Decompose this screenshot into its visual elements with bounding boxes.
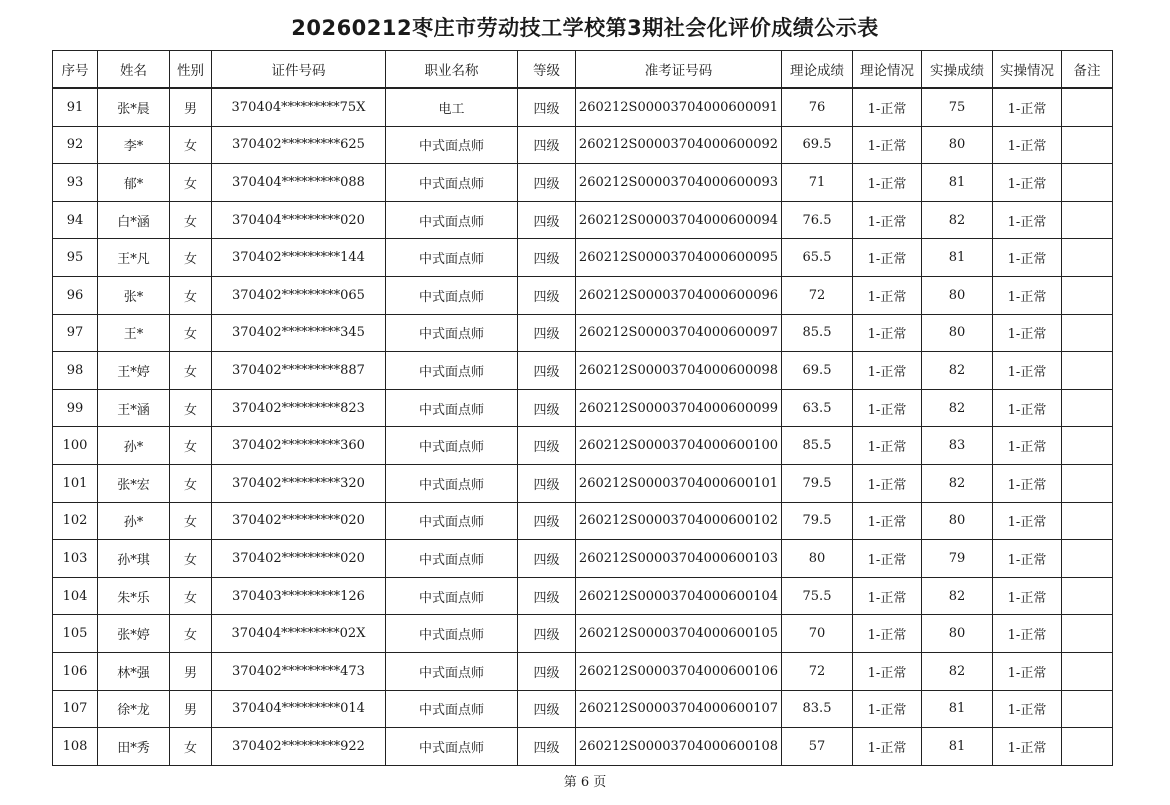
cell-seq: 97: [53, 314, 98, 352]
table-row: [53, 239, 1113, 277]
cell-id-number: 370402*********020: [212, 540, 386, 578]
cell-occupation: 中式面点师: [386, 540, 518, 578]
cell-practical-status: 1-正常: [993, 164, 1062, 202]
cell-exam-number: 260212S00003704000600092: [576, 126, 782, 164]
cell-name: 郁*: [98, 164, 170, 202]
page-title: 20260212枣庄市劳动技工学校第3期社会化评价成绩公示表: [291, 16, 879, 40]
table-row: [53, 88, 1113, 126]
cell-exam-number: 260212S00003704000600097: [576, 314, 782, 352]
cell-gender: 女: [170, 239, 212, 277]
cell-occupation: 中式面点师: [386, 427, 518, 465]
cell-remarks: [1062, 652, 1113, 690]
cell-id-number: 370402*********065: [212, 276, 386, 314]
cell-practical-score: 82: [922, 389, 993, 427]
cell-remarks: [1062, 239, 1113, 277]
cell-gender: 女: [170, 389, 212, 427]
cell-name: 孙*: [98, 502, 170, 540]
cell-practical-status: 1-正常: [993, 615, 1062, 653]
cell-id-number: 370404*********02X: [212, 615, 386, 653]
cell-level: 四级: [518, 276, 576, 314]
cell-level: 四级: [518, 502, 576, 540]
cell-occupation: 中式面点师: [386, 577, 518, 615]
cell-remarks: [1062, 502, 1113, 540]
cell-remarks: [1062, 389, 1113, 427]
cell-gender: 女: [170, 314, 212, 352]
cell-id-number: 370402*********360: [212, 427, 386, 465]
cell-practical-status: 1-正常: [993, 690, 1062, 728]
cell-gender: 女: [170, 577, 212, 615]
cell-level: 四级: [518, 88, 576, 126]
cell-name: 王*凡: [98, 239, 170, 277]
cell-exam-number: 260212S00003704000600091: [576, 88, 782, 126]
cell-remarks: [1062, 201, 1113, 239]
cell-level: 四级: [518, 164, 576, 202]
cell-gender: 女: [170, 427, 212, 465]
cell-seq: 103: [53, 540, 98, 578]
cell-occupation: 电工: [386, 88, 518, 126]
header-theory-score: 理论成绩: [782, 51, 853, 89]
cell-theory-status: 1-正常: [853, 88, 922, 126]
table-row: [53, 276, 1113, 314]
cell-level: 四级: [518, 239, 576, 277]
cell-seq: 101: [53, 464, 98, 502]
table-row: [53, 615, 1113, 653]
table-row: [53, 540, 1113, 578]
cell-theory-score: 72: [782, 276, 853, 314]
cell-remarks: [1062, 314, 1113, 352]
cell-gender: 女: [170, 276, 212, 314]
cell-level: 四级: [518, 540, 576, 578]
cell-theory-status: 1-正常: [853, 464, 922, 502]
cell-id-number: 370402*********020: [212, 502, 386, 540]
cell-id-number: 370403*********126: [212, 577, 386, 615]
cell-occupation: 中式面点师: [386, 690, 518, 728]
cell-name: 张*宏: [98, 464, 170, 502]
table-row: [53, 164, 1113, 202]
cell-theory-status: 1-正常: [853, 615, 922, 653]
table-body: [53, 88, 1113, 765]
cell-level: 四级: [518, 314, 576, 352]
cell-exam-number: 260212S00003704000600102: [576, 502, 782, 540]
cell-theory-score: 79.5: [782, 464, 853, 502]
cell-practical-status: 1-正常: [993, 88, 1062, 126]
cell-level: 四级: [518, 389, 576, 427]
cell-theory-score: 83.5: [782, 690, 853, 728]
header-practical-score: 实操成绩: [922, 51, 993, 89]
cell-name: 王*: [98, 314, 170, 352]
table-row: [53, 201, 1113, 239]
table-row: [53, 728, 1113, 766]
cell-practical-score: 80: [922, 314, 993, 352]
cell-exam-number: 260212S00003704000600106: [576, 652, 782, 690]
cell-occupation: 中式面点师: [386, 239, 518, 277]
cell-id-number: 370402*********473: [212, 652, 386, 690]
cell-practical-status: 1-正常: [993, 728, 1062, 766]
cell-remarks: [1062, 427, 1113, 465]
cell-practical-score: 81: [922, 164, 993, 202]
cell-theory-status: 1-正常: [853, 239, 922, 277]
cell-theory-status: 1-正常: [853, 314, 922, 352]
cell-exam-number: 260212S00003704000600103: [576, 540, 782, 578]
cell-remarks: [1062, 352, 1113, 390]
cell-theory-status: 1-正常: [853, 427, 922, 465]
cell-seq: 94: [53, 201, 98, 239]
cell-seq: 91: [53, 88, 98, 126]
cell-exam-number: 260212S00003704000600099: [576, 389, 782, 427]
cell-exam-number: 260212S00003704000600095: [576, 239, 782, 277]
cell-theory-status: 1-正常: [853, 164, 922, 202]
cell-practical-status: 1-正常: [993, 464, 1062, 502]
cell-occupation: 中式面点师: [386, 126, 518, 164]
cell-id-number: 370402*********823: [212, 389, 386, 427]
cell-seq: 108: [53, 728, 98, 766]
cell-gender: 女: [170, 164, 212, 202]
cell-practical-status: 1-正常: [993, 389, 1062, 427]
cell-exam-number: 260212S00003704000600101: [576, 464, 782, 502]
table-row: [53, 577, 1113, 615]
cell-practical-status: 1-正常: [993, 502, 1062, 540]
cell-theory-score: 72: [782, 652, 853, 690]
header-level: 等级: [518, 51, 576, 89]
cell-practical-status: 1-正常: [993, 201, 1062, 239]
cell-name: 孙*: [98, 427, 170, 465]
cell-id-number: 370402*********144: [212, 239, 386, 277]
cell-id-number: 370404*********020: [212, 201, 386, 239]
page-number: 第 6 页: [563, 775, 607, 790]
cell-gender: 女: [170, 502, 212, 540]
cell-seq: 102: [53, 502, 98, 540]
cell-remarks: [1062, 577, 1113, 615]
table-row: [53, 502, 1113, 540]
cell-practical-score: 82: [922, 201, 993, 239]
cell-theory-score: 57: [782, 728, 853, 766]
cell-exam-number: 260212S00003704000600100: [576, 427, 782, 465]
cell-practical-status: 1-正常: [993, 239, 1062, 277]
cell-practical-score: 81: [922, 690, 993, 728]
cell-theory-status: 1-正常: [853, 201, 922, 239]
cell-remarks: [1062, 464, 1113, 502]
header-gender: 性别: [170, 51, 212, 89]
cell-occupation: 中式面点师: [386, 464, 518, 502]
cell-practical-status: 1-正常: [993, 652, 1062, 690]
cell-practical-score: 80: [922, 502, 993, 540]
cell-id-number: 370404*********014: [212, 690, 386, 728]
cell-practical-score: 80: [922, 126, 993, 164]
cell-name: 李*: [98, 126, 170, 164]
cell-name: 田*秀: [98, 728, 170, 766]
cell-practical-score: 82: [922, 464, 993, 502]
cell-seq: 96: [53, 276, 98, 314]
cell-gender: 女: [170, 615, 212, 653]
cell-practical-status: 1-正常: [993, 577, 1062, 615]
cell-seq: 100: [53, 427, 98, 465]
cell-practical-score: 82: [922, 577, 993, 615]
cell-id-number: 370402*********887: [212, 352, 386, 390]
cell-remarks: [1062, 728, 1113, 766]
cell-theory-score: 80: [782, 540, 853, 578]
table-row: [53, 652, 1113, 690]
cell-theory-status: 1-正常: [853, 126, 922, 164]
cell-gender: 男: [170, 652, 212, 690]
table-row: [53, 427, 1113, 465]
cell-theory-score: 85.5: [782, 427, 853, 465]
cell-remarks: [1062, 126, 1113, 164]
cell-level: 四级: [518, 352, 576, 390]
cell-level: 四级: [518, 464, 576, 502]
cell-practical-status: 1-正常: [993, 540, 1062, 578]
header-theory-status: 理论情况: [853, 51, 922, 89]
cell-theory-status: 1-正常: [853, 389, 922, 427]
cell-name: 白*涵: [98, 201, 170, 239]
cell-theory-score: 76: [782, 88, 853, 126]
cell-id-number: 370404*********088: [212, 164, 386, 202]
header-seq: 序号: [53, 51, 98, 89]
cell-level: 四级: [518, 201, 576, 239]
cell-practical-score: 82: [922, 352, 993, 390]
cell-level: 四级: [518, 615, 576, 653]
table-row: [53, 314, 1113, 352]
cell-seq: 93: [53, 164, 98, 202]
cell-name: 孙*琪: [98, 540, 170, 578]
cell-remarks: [1062, 164, 1113, 202]
cell-id-number: 370404*********75X: [212, 88, 386, 126]
cell-occupation: 中式面点师: [386, 201, 518, 239]
cell-gender: 女: [170, 728, 212, 766]
cell-theory-score: 71: [782, 164, 853, 202]
cell-exam-number: 260212S00003704000600108: [576, 728, 782, 766]
cell-theory-score: 79.5: [782, 502, 853, 540]
cell-theory-status: 1-正常: [853, 690, 922, 728]
cell-seq: 106: [53, 652, 98, 690]
cell-practical-score: 81: [922, 239, 993, 277]
cell-practical-status: 1-正常: [993, 352, 1062, 390]
cell-remarks: [1062, 88, 1113, 126]
cell-occupation: 中式面点师: [386, 352, 518, 390]
cell-name: 王*涵: [98, 389, 170, 427]
cell-seq: 98: [53, 352, 98, 390]
cell-practical-status: 1-正常: [993, 276, 1062, 314]
cell-level: 四级: [518, 577, 576, 615]
cell-exam-number: 260212S00003704000600096: [576, 276, 782, 314]
cell-theory-score: 76.5: [782, 201, 853, 239]
cell-theory-score: 69.5: [782, 126, 853, 164]
cell-exam-number: 260212S00003704000600093: [576, 164, 782, 202]
cell-id-number: 370402*********922: [212, 728, 386, 766]
cell-remarks: [1062, 615, 1113, 653]
score-table: [52, 50, 1113, 766]
cell-seq: 92: [53, 126, 98, 164]
cell-occupation: 中式面点师: [386, 728, 518, 766]
table-row: [53, 464, 1113, 502]
header-remarks: 备注: [1062, 51, 1113, 89]
cell-practical-status: 1-正常: [993, 126, 1062, 164]
cell-occupation: 中式面点师: [386, 314, 518, 352]
cell-theory-status: 1-正常: [853, 276, 922, 314]
cell-level: 四级: [518, 427, 576, 465]
cell-gender: 女: [170, 201, 212, 239]
cell-gender: 女: [170, 352, 212, 390]
cell-remarks: [1062, 276, 1113, 314]
cell-theory-score: 85.5: [782, 314, 853, 352]
table-row: [53, 690, 1113, 728]
cell-name: 张*: [98, 276, 170, 314]
cell-id-number: 370402*********345: [212, 314, 386, 352]
cell-practical-score: 81: [922, 728, 993, 766]
cell-name: 朱*乐: [98, 577, 170, 615]
cell-occupation: 中式面点师: [386, 164, 518, 202]
cell-exam-number: 260212S00003704000600105: [576, 615, 782, 653]
cell-theory-score: 70: [782, 615, 853, 653]
cell-name: 林*强: [98, 652, 170, 690]
cell-practical-score: 80: [922, 276, 993, 314]
cell-practical-status: 1-正常: [993, 427, 1062, 465]
cell-gender: 女: [170, 126, 212, 164]
cell-theory-status: 1-正常: [853, 652, 922, 690]
table-row: [53, 352, 1113, 390]
cell-seq: 107: [53, 690, 98, 728]
cell-exam-number: 260212S00003704000600094: [576, 201, 782, 239]
cell-seq: 104: [53, 577, 98, 615]
cell-theory-status: 1-正常: [853, 728, 922, 766]
cell-gender: 男: [170, 88, 212, 126]
cell-theory-score: 75.5: [782, 577, 853, 615]
cell-seq: 105: [53, 615, 98, 653]
cell-theory-status: 1-正常: [853, 577, 922, 615]
cell-name: 张*晨: [98, 88, 170, 126]
header-practical-status: 实操情况: [993, 51, 1062, 89]
cell-remarks: [1062, 690, 1113, 728]
cell-gender: 女: [170, 464, 212, 502]
cell-level: 四级: [518, 728, 576, 766]
header-name: 姓名: [98, 51, 170, 89]
cell-practical-score: 75: [922, 88, 993, 126]
cell-occupation: 中式面点师: [386, 615, 518, 653]
cell-id-number: 370402*********625: [212, 126, 386, 164]
table-row: [53, 126, 1113, 164]
cell-name: 徐*龙: [98, 690, 170, 728]
cell-level: 四级: [518, 126, 576, 164]
cell-theory-score: 65.5: [782, 239, 853, 277]
cell-id-number: 370402*********320: [212, 464, 386, 502]
cell-remarks: [1062, 540, 1113, 578]
cell-seq: 99: [53, 389, 98, 427]
cell-name: 王*婷: [98, 352, 170, 390]
cell-seq: 95: [53, 239, 98, 277]
cell-theory-status: 1-正常: [853, 502, 922, 540]
cell-exam-number: 260212S00003704000600104: [576, 577, 782, 615]
header-occupation: 职业名称: [386, 51, 518, 89]
cell-theory-status: 1-正常: [853, 540, 922, 578]
cell-exam-number: 260212S00003704000600098: [576, 352, 782, 390]
cell-exam-number: 260212S00003704000600107: [576, 690, 782, 728]
cell-occupation: 中式面点师: [386, 276, 518, 314]
header-exam-number: 准考证号码: [576, 51, 782, 89]
cell-occupation: 中式面点师: [386, 502, 518, 540]
cell-occupation: 中式面点师: [386, 389, 518, 427]
header-row: [53, 51, 1113, 89]
cell-practical-score: 79: [922, 540, 993, 578]
header-id-number: 证件号码: [212, 51, 386, 89]
cell-practical-status: 1-正常: [993, 314, 1062, 352]
cell-theory-score: 63.5: [782, 389, 853, 427]
cell-name: 张*婷: [98, 615, 170, 653]
cell-practical-score: 83: [922, 427, 993, 465]
cell-occupation: 中式面点师: [386, 652, 518, 690]
cell-gender: 男: [170, 690, 212, 728]
cell-practical-score: 82: [922, 652, 993, 690]
cell-practical-score: 80: [922, 615, 993, 653]
cell-gender: 女: [170, 540, 212, 578]
table-row: [53, 389, 1113, 427]
cell-level: 四级: [518, 652, 576, 690]
cell-level: 四级: [518, 690, 576, 728]
cell-theory-score: 69.5: [782, 352, 853, 390]
cell-theory-status: 1-正常: [853, 352, 922, 390]
